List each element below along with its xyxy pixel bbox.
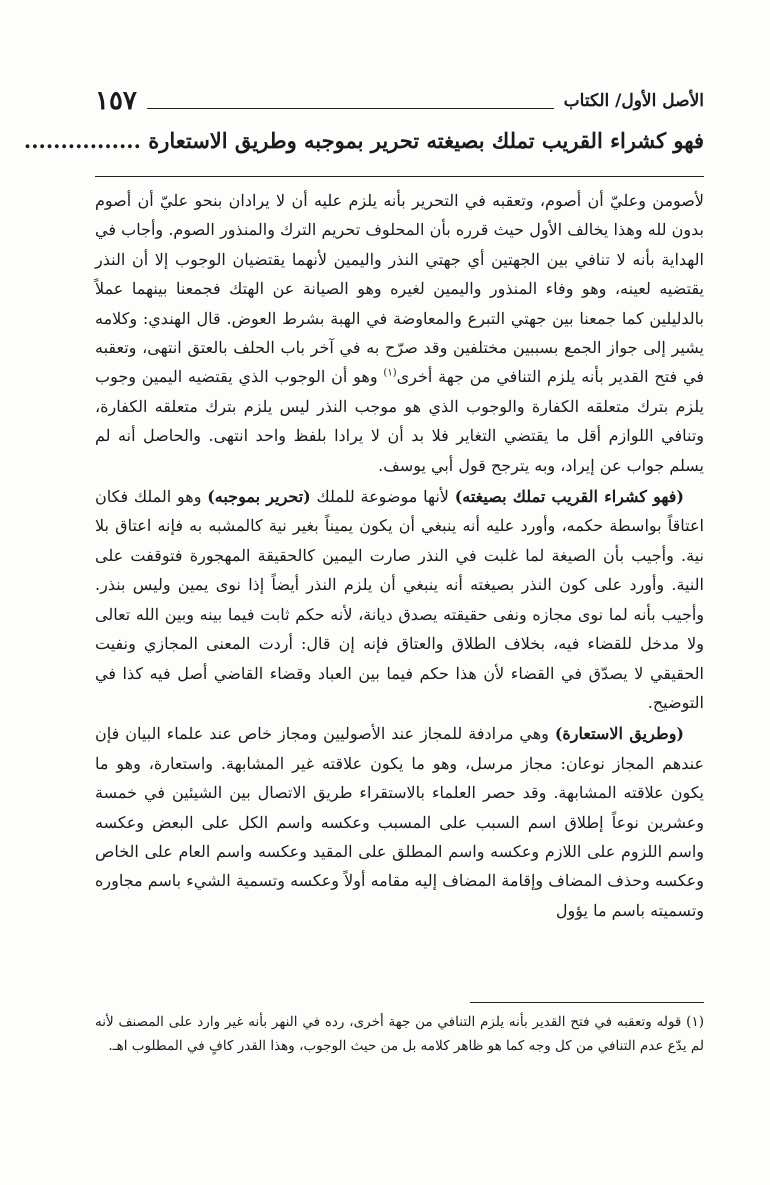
matn-text: فهو كشراء القريب تملك بصيغته تحرير بموجبه وطريق الاستعارة <box>148 128 704 153</box>
commentary-body <box>95 186 704 925</box>
paragraph-2-lemma-1: (فهو كشراء القريب تملك بصيغته) <box>454 487 684 507</box>
paragraph-1 <box>95 186 704 480</box>
paragraph-2-lemma-2: (تحرير بموجبه) <box>207 487 311 507</box>
header-rule <box>147 108 554 109</box>
running-title: الأصل الأول/ الكتاب <box>563 91 704 111</box>
paragraph-3-text: وهي مرادفة للمجاز عند الأصوليين ومجاز خاص عند علماء البيان فإن عندهم المجاز نوعان: مجاز مرسل، وهو ما يكون علاقته غير المشابهة. واستعارة، وهو ما يكون علاقته المشابهة. وقد حصر العلماء بالاستقراء طريق الاتصال بين الشيئين في خمسة وعشرين نوعاً إطلاق اسم السبب على المسبب وعكسه واسم الكل على البعض وعكسه واسم اللزوم على اللازم وعكسه واسم المطلق على المقيد وعكسه واسم العام على الخاص وعكسه وحذف المضاف وإقامة المضاف إليه مقامه أولاً وعكسه وتسمية الشيء باسم مجاوره وتسميته باسم ما يؤول <box>95 724 704 920</box>
page-number: ١٥٧ <box>95 86 137 116</box>
footnote: (١) قوله وتعقبه في فتح القدير بأنه يلزم التنافي من جهة أخرى، رده في النهر بأنه غير وارد على المصنف لأنه لم يدّع عدم التنافي من كل وجه كما هو ظاهر كلامه بل من حيث الوجوب، وهذا القدر كافٍ في المطلوب اهـ. <box>95 1014 704 1054</box>
paragraph-3 <box>95 719 704 925</box>
paragraph-2-text-a: لأنها موضوعة للملك <box>310 487 455 507</box>
paragraph-2-text-b: وهو الملك فكان اعتاقاً بواسطة حكمه، وأورد عليه أنه ينبغي أن يكون يميناً بغير نية كالمشبه به فإنه اعتاق بلا نية. وأجيب بأن الصيغة لما غلبت في النذر صارت اليمين كالحقيقة المهجورة فتوقفت على النية. وأورد على كون النذر بصيغته أنه ينبغي أن يلزم النذر أيضاً إذا نوى يمين وليس بنذر. وأجيب بأنه لما نوى مجازه ونفى حقيقته يصدق ديانة، لأنه حكم ثابت فيما بينه وبين الله تعالى ولا مدخل للقضاء فيه، بخلاف الطلاق والعتاق فإنه إن قال: أردت المعنى المجازي ونفيت الحقيقي لا يصدّق في القضاء لأن هذا حكم فيما بين العباد وقضاء القاضي أصل فيه كذا في التوضيح. <box>95 487 705 712</box>
paragraph-1-continuation: وهو أن الوجوب الذي يقتضيه اليمين وجوب يلزم بترك متعلقه الكفارة والوجوب الذي هو موجب النذر ليس يلزم بترك متعلقه الكفارة، وتنافي اللوازم أقل ما يقتضي التغاير فلا بد أن لا يرادا بلفظ واحد انتهى. والحاصل أنه لم يسلم جواب عن إيراد، وبه يترجح قول أبي يوسف. <box>95 367 704 475</box>
matn-line <box>23 128 704 164</box>
footnote-marker: (١) <box>383 368 397 380</box>
page-header <box>95 86 704 116</box>
matn-divider <box>95 176 704 177</box>
paragraph-3-lemma: (وطريق الاستعارة) <box>554 724 684 744</box>
paragraph-2 <box>95 482 704 717</box>
matn-dots: ................ <box>23 128 141 153</box>
paragraph-1-text: لأصومن وعليّ أن أصوم، وتعقبه في التحرير بأنه يلزم عليه أن لا يرادان بنحو عليّ أن أصوم بدون لله وهذا يخالف الأول حيث قرره بأن المحلوف تحريم الترك والمنذور الصوم. وأجاب في الهداية بأنه لا تنافي بين الجهتين أي جهتي النذر واليمين لأنهما يقتضيان الوجوب إلا أن النذر يقتضيه لعينه، وهو وفاء المنذور واليمين لغيره وهو الصيانة عن الهتك فجمعنا بينهما عملاً بالدليلين كما جمعنا بين جهتي التبرع والمعاوضة في الهبة بشرط العوض. قال الهندي: وكلامه يشير إلى جواز الجمع بسببين مختلفين وقد صرّح به في آخر باب الحلف بالعتق انتهى، وتعقبه في فتح القدير بأنه يلزم التنافي من جهة أخرى <box>95 191 705 387</box>
footnote-divider <box>470 1002 704 1003</box>
